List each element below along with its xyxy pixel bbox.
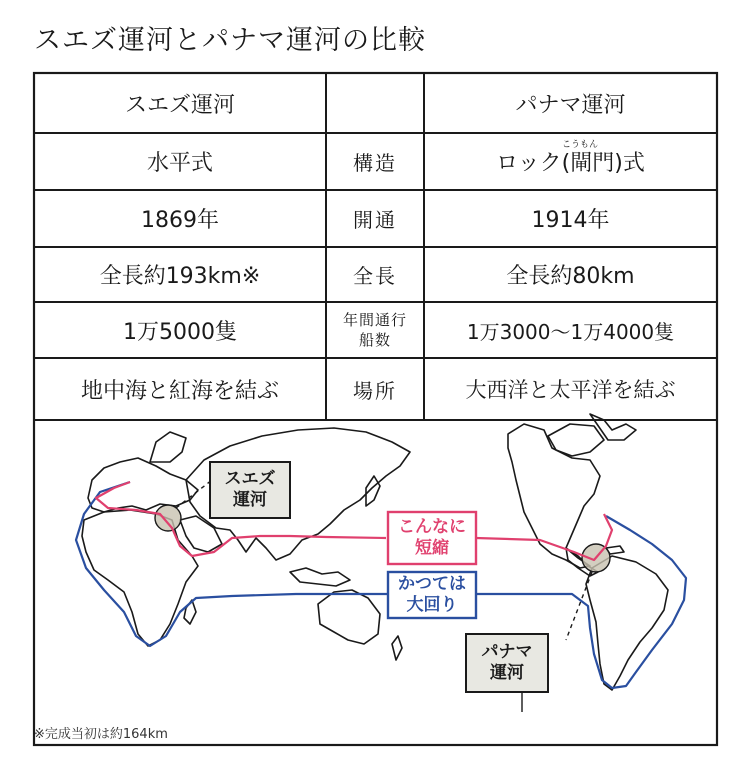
panama-length: 全長約80km (506, 264, 635, 289)
label-location: 場所 (353, 378, 397, 403)
arabia-landmass (180, 516, 222, 552)
panama-canal-label: パナマ 運河 (481, 642, 533, 683)
footnote: ※完成当初は約164km (34, 727, 168, 742)
greenland-landmass (548, 424, 604, 456)
panama-location: 大西洋と太平洋を結ぶ (465, 378, 676, 402)
header-panama: パナマ運河 (515, 92, 626, 118)
scandinavia-landmass (150, 432, 186, 462)
africa-landmass (82, 510, 198, 646)
suez-structure: 水平式 (146, 151, 213, 176)
suez-location: 地中海と紅海を結ぶ (80, 378, 279, 404)
header-suez: スエズ運河 (124, 92, 235, 118)
label-length: 全長 (353, 264, 397, 288)
page-title: スエズ運河とパナマ運河の比較 (34, 25, 426, 56)
suez-canal-label: スエズ 運河 (224, 469, 276, 510)
panama-opened: 1914年 (531, 208, 610, 233)
new-zealand-landmass (392, 636, 402, 660)
suez-annual-ships: 1万5000隻 (123, 319, 237, 345)
suez-length: 全長約193km※ (99, 264, 261, 289)
indonesia-landmass (290, 568, 350, 586)
label-annual-ships: 年間通行 船数 (342, 311, 407, 349)
australia-landmass (318, 590, 380, 644)
suez-opened: 1869年 (141, 208, 219, 233)
label-opened: 開通 (353, 208, 397, 232)
suez-canal-marker (155, 505, 181, 531)
label-structure: 構造 (353, 151, 397, 175)
panama-structure: ロック(閘門)式 (496, 151, 645, 176)
short-route-label: こんなに 短縮 (398, 517, 466, 558)
panama-annual-ships: 1万3000～1万4000隻 (466, 319, 675, 344)
ruby-koumon: こうもん (562, 140, 599, 150)
long-route-label: かつては 大回り (398, 574, 466, 615)
header-center (326, 73, 424, 133)
world-map (82, 414, 668, 690)
